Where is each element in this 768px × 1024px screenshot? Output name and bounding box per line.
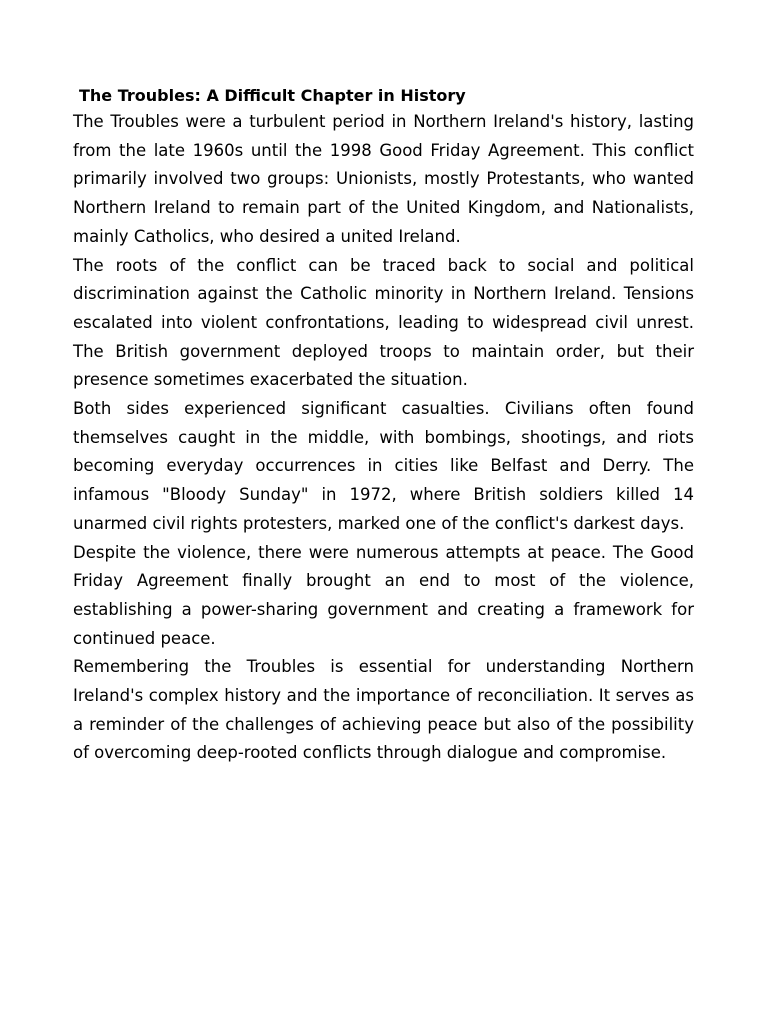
document-page — [73, 84, 694, 768]
paragraph-peace: Despite the violence, there were numerous attempts at peace. The Good Friday Agreement finally brought an end to most of the violence, establishing a power-sharing government and creating a framework for continued peace. — [73, 542, 694, 648]
paragraph-remembering: Remembering the Troubles is essential for understanding Northern Ireland's complex history and the importance of reconciliation. It serves as a reminder of the challenges of achieving peace but also of the possibility of overcoming deep-rooted conflicts through dialogue and compromise. — [73, 657, 694, 763]
paragraph-intro: The Troubles were a turbulent period in Northern Ireland's history, lasting from the late 1960s until the 1998 Good Friday Agreement. This conflict primarily involved two groups: Unionists, mostly Protestants, who wanted Northern Ireland to remain part of the United Kingdom, and Nationalists, mainly Catholics, who desired a united Ireland. — [73, 112, 694, 246]
paragraph-roots: The roots of the conflict can be traced back to social and political discrimination against the Catholic minority in Northern Ireland. Tensions escalated into violent confrontations, leading to widespread civil unrest. The British government deployed troops to maintain order, but their presence sometimes exacerbated the situation. — [73, 255, 694, 390]
paragraph-casualties: Both sides experienced significant casualties. Civilians often found themselves caught in the middle, with bombings, shootings, and riots becoming everyday occurrences in cities like Belfast and Derry. The infamous "Bloody Sunday" in 1972, where British soldiers killed 14 unarmed civil rights protesters, marked one of the conflict's darkest days. — [73, 399, 694, 533]
document-title: The Troubles: A Difficult Chapter in History — [79, 86, 466, 105]
